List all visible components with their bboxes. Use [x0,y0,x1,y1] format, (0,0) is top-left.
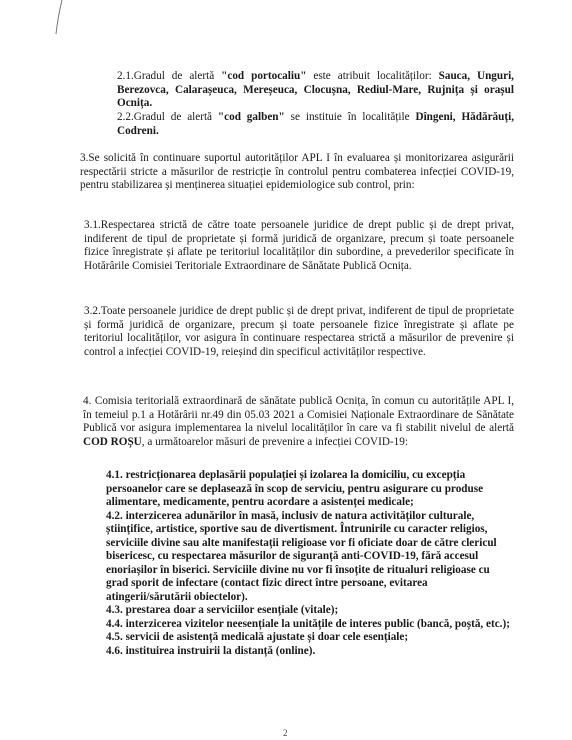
pen-mark [48,0,68,40]
measure-item: 4.1. restricționarea deplasării populației și izolarea la domiciliu, cu excepția persoanelor care se deplasează în scop de serviciu, pentru asigurare cu produse alimentare, medicamente, pentru acordare a asistenței medicale; [106,469,484,508]
item-3: 3.Se solicită în continuare suportul autorităților APL I în evaluarea și monitorizarea asigurării respectării stricte a măsurilor de restricție în controlul pentru combaterea infecției COVID-19, pentru stabilizarea și menținerea situației epidemiologice sub control, prin: [80,152,514,192]
measure-item: 4.2. interzicerea adunărilor în masă, inclusiv de natura activităților culturale, științifice, artistice, sportive sau de divertisment. Întrunirile cu caracter religios, serviciile divine sau alte manifestații religioase vor fi oficiate doar de către clericul bisericesc, cu respectarea măsurilor de siguranță anti-COVID-19, fără accesul enoriașilor în biserici. Serviciile divine nu vor fi însoțite de ritualuri religioase cu grad sporit de infectare (contact fizic direct între persoane, evitarea atingerii/sărutării obiectelor). [106,509,497,603]
page-number: 2 [283,728,288,738]
item-2-2: 2.2.Gradul de alertă "cod galben" se instituie în localitățile Dîngeni, Hădărăuți, Codreni. [117,111,514,137]
item-2-1: 2.1.Gradul de alertă "cod portocaliu" este atribuit localităților: Sauca, Unguri, Berezovca, Calarașeuca, Mereșeuca, Clocușna, Rediul-Mare, Rujnița și orașul Ocnița. [117,70,514,110]
red-alert-code: COD ROȘU [83,435,142,448]
item-4: 4. Comisia teritorială extraordinară de sănătate publică Ocnița, în comun cu autoritățile APL I, în temeiul p.1 a Hotărârii nr.49 din 05.03 2021 a Comisiei Naționale Extraordinare de Sănătate Publică vor asigura implementarea la nivelul localităților în care va fi stabilit nivelul de alertă COD ROȘU, a următoarelor măsuri de prevenire a infecției COVID-19: [83,395,514,448]
orange-localities: Sauca, Unguri, Berezovca, Calarașeuca, Mereșeuca, Clocușna, Rediul-Mare, Rujnița și orașul Ocnița. [117,70,514,110]
measure-item: 4.3. prestarea doar a serviciilor esențiale (vitale); [106,604,339,616]
measures-list [106,469,514,658]
item-3-2: 3.2.Toate persoanele juridice de drept public și de drept privat, indiferent de tipul de proprietate și formă juridică de organizare, precum și toate persoanele fizice înregistrate și aflate pe teritoriul localităților, vor asigura în continuare respectarea strictă a măsurilor de prevenire și control a infecției COVID-19, reieșind din specificul activităților respective. [84,305,514,358]
item-3-1: 3.1.Respectarea strictă de către toate persoanele juridice de drept public și de drept privat, indiferent de tipul de proprietate și formă juridică de organizare, precum și toate persoanele fizice înregistrate și aflate pe teritoriul localităților din subordine, a prevederilor specificate în Hotărârile Comisiei Teritoriale Extraordinare de Sănătate Publică Ocnița. [84,219,514,272]
measure-item: 4.4. interzicerea vizitelor neesențiale la unitățile de interes public (bancă, poștă, etc.); [106,617,510,630]
alert-level-orange: "cod portocaliu" [221,70,307,82]
measure-item: 4.5. servicii de asistență medicală ajustate și doar cele esențiale; [106,631,409,643]
measure-item: 4.6. instituirea instruirii la distanță (online). [106,644,316,657]
yellow-localities: Dîngeni, Hădărăuți, Codreni. [117,111,514,137]
alert-level-yellow: "cod galben" [217,111,285,123]
